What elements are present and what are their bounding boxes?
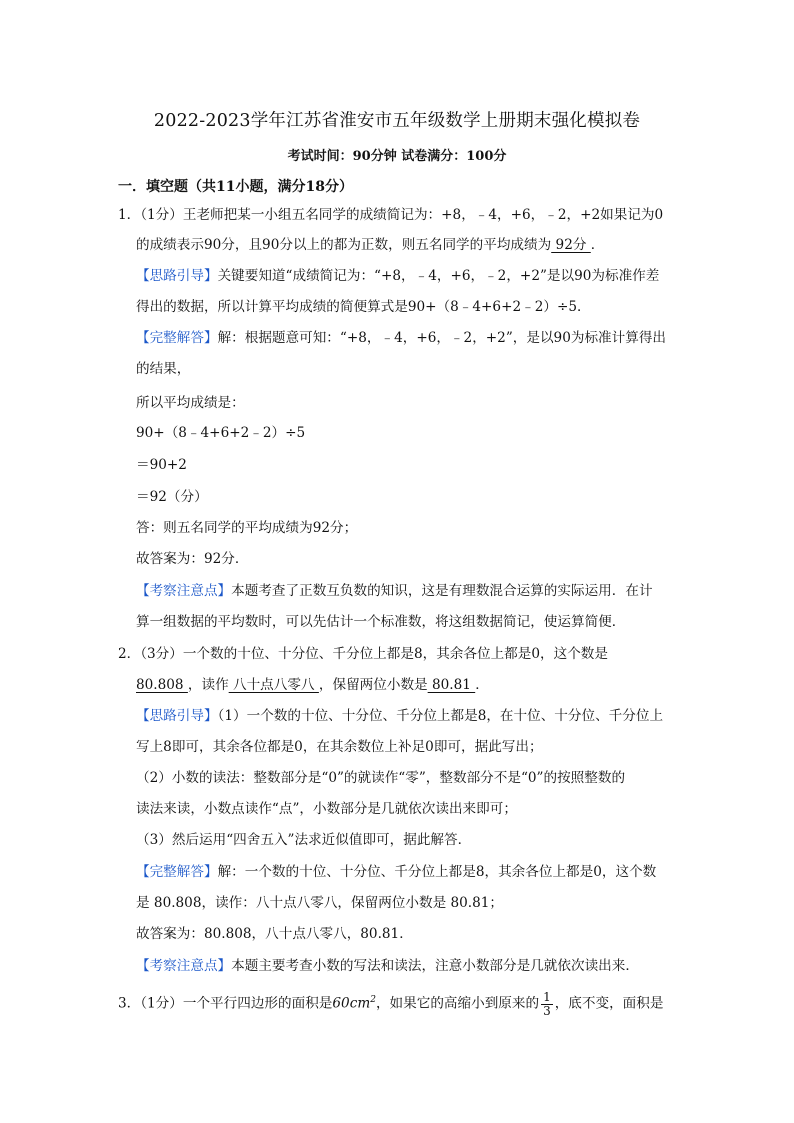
q1-solution-line-2: 的结果，: [136, 361, 191, 377]
q3-stem-line-1: 3．（1分）一个平行四边形的面积是$60cm^2$，如果它的高缩小到原来的 $\frac{1}{3}$ ，底不变，面积是: [118, 989, 664, 1018]
q2-note-line-1: 【考察注意点】本题主要考查小数的写法和读法，注意小数部分是几就依次读出来．: [136, 958, 639, 974]
q2-answer-2: 八十点八零八: [228, 677, 319, 693]
q2-idea-line-3: （2）小数的读法：整数部分是“0”的就读作“零”，整数部分不是“0”的按照整数的: [136, 770, 626, 786]
q2-stem-line-2: 80.808 ，读作 八十点八零八 ，保留两位小数是 80.81 ．: [136, 677, 489, 693]
q1-solution-line-6: ＝92（分）: [136, 489, 208, 505]
note-tag: 【考察注意点】: [136, 958, 232, 974]
q1-idea-line-1: 【思路引导】关键要知道“成绩简记为：“+8，﹣4，+6，﹣2，+2”是以90为标准作差: [136, 268, 660, 284]
q2-idea-line-5: （3）然后运用“四舍五入”法求近似值即可，据此解答．: [136, 832, 472, 848]
note-tag: 【考察注意点】: [136, 583, 232, 599]
document-title: 2022-2023学年江苏省淮安市五年级数学上册期末强化模拟卷: [153, 111, 641, 131]
q1-note-line-1: 【考察注意点】本题考查了正数互负数的知识，这是有理数混合运算的实际运用．在计: [136, 583, 653, 599]
section-heading: 一．填空题（共11小题，满分18分）: [118, 179, 353, 195]
q1-idea-line-2: 得出的数据，所以计算平均成绩的简便算式是90+（8﹣4+6+2﹣2）÷5．: [136, 299, 591, 315]
exam-info: 考试时间：90分钟 试卷满分：100分: [287, 149, 507, 164]
q1-solution-line-7: 答：则五名同学的平均成绩为92分；: [136, 520, 358, 536]
q2-idea-line-4: 读法来读，小数点读作“点”，小数部分是几就依次读出来即可；: [136, 801, 517, 817]
q2-solution-line-3: 故答案为：80.808，八十点八零八，80.81．: [136, 926, 413, 942]
q1-solution-line-4: 90+（8﹣4+6+2﹣2）÷5: [136, 425, 306, 441]
q2-idea-line-1: 【思路引导】（1）一个数的十位、十分位、千分位上都是8，在十位、十分位、千分位上: [136, 708, 664, 724]
q1-stem-line-2: 的成绩表示90分，且90分以上的都为正数，则五名同学的平均成绩为 92分 ．: [136, 237, 605, 253]
q1-note-line-2: 算一组数据的平均数时，可以先估计一个标准数，将这组数据简记，使运算简便．: [136, 614, 626, 630]
q1-solution-line-8: 故答案为：92分．: [136, 551, 249, 567]
q2-solution-line-1: 【完整解答】解：一个数的十位、十分位、千分位上都是8，其余各位上都是0，这个数: [136, 864, 657, 880]
q1-solution-line-1: 【完整解答】解：根据题意可知：“+8，﹣4，+6，﹣2，+2”，是以90为标准计算得出: [136, 330, 667, 346]
q2-idea-line-2: 写上8即可，其余各位都是0，在其余数位上补足0即可，据此写出；: [136, 739, 543, 755]
q1-solution-line-5: ＝90+2: [136, 457, 187, 473]
q2-solution-line-2: 是 80.808，读作：八十点八零八，保留两位小数是 80.81；: [136, 895, 503, 911]
idea-tag: 【思路引导】: [136, 268, 218, 284]
q1-stem-line-1: 1．（1分）王老师把某一小组五名同学的成绩简记为：+8，﹣4，+6，﹣2，+2如果记为0: [118, 207, 664, 223]
q2-stem-line-1: 2．（3分）一个数的十位、十分位、千分位上都是8，其余各位上都是0，这个数是: [118, 646, 608, 662]
idea-tag: 【思路引导】: [136, 708, 218, 724]
solution-tag: 【完整解答】: [136, 864, 218, 880]
q1-answer: 92分: [551, 237, 591, 253]
q2-answer-3: 80.81: [427, 677, 476, 693]
q3-fraction: $\frac{1}{3}$: [543, 989, 551, 1018]
solution-tag: 【完整解答】: [136, 330, 218, 346]
q1-solution-line-3: 所以平均成绩是：: [136, 395, 245, 411]
q3-area-value: 60cm: [332, 995, 371, 1012]
q2-answer-1: 80.808: [136, 677, 188, 693]
